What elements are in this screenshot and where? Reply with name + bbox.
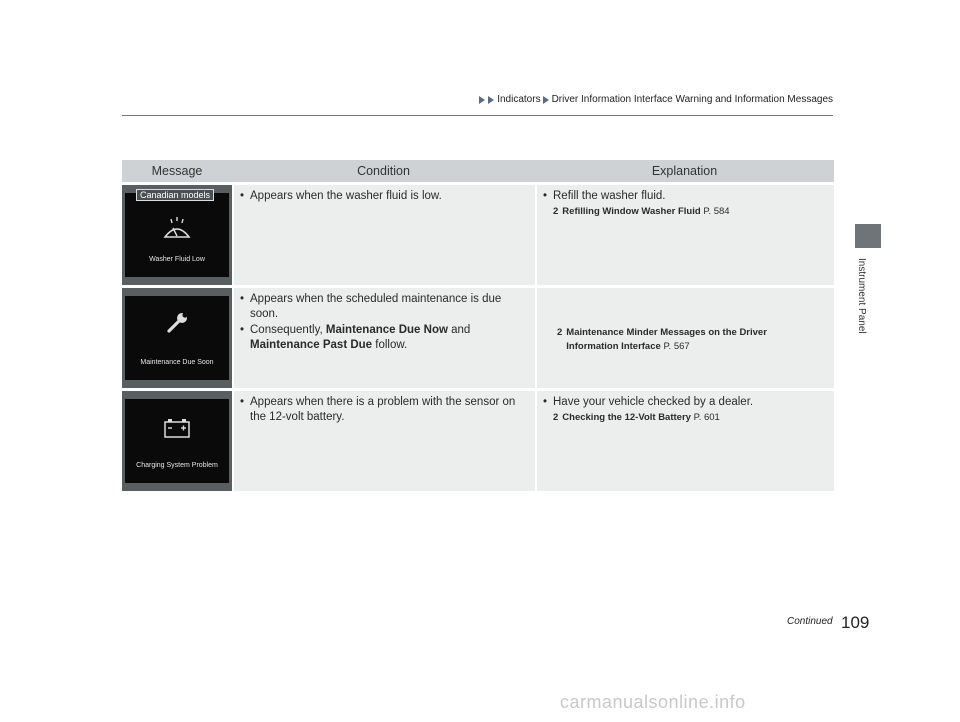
reference-page[interactable]: P. 601 bbox=[693, 412, 720, 423]
page-reference[interactable] bbox=[557, 326, 828, 354]
battery-icon bbox=[162, 417, 192, 439]
table-row bbox=[122, 391, 834, 491]
table-row bbox=[122, 185, 834, 285]
reference-title[interactable]: Maintenance Minder Messages on the Driver bbox=[566, 327, 767, 338]
table-row bbox=[122, 288, 834, 388]
header-rule bbox=[122, 115, 833, 116]
display-message: Maintenance Due Soon bbox=[140, 359, 214, 366]
reference-arrow-icon: 2 bbox=[557, 327, 563, 338]
breadcrumb-indicators[interactable]: Indicators bbox=[497, 94, 541, 105]
explanation-text: Have your vehicle checked by a dealer. bbox=[553, 396, 754, 408]
explanation-text: Refill the washer fluid. bbox=[553, 190, 666, 202]
display-image bbox=[122, 185, 232, 285]
reference-title[interactable]: Refilling Window Washer Fluid bbox=[562, 206, 701, 217]
header-condition: Condition bbox=[232, 160, 535, 182]
condition-cell bbox=[232, 391, 535, 491]
reference-page[interactable]: P. 584 bbox=[703, 206, 730, 217]
canadian-models-badge: Canadian models bbox=[136, 189, 214, 201]
continued-label: Continued bbox=[787, 616, 833, 627]
breadcrumb bbox=[479, 94, 833, 105]
list-item: • Refill the washer fluid. bbox=[543, 190, 666, 202]
condition-text: Consequently, Maintenance Due Now and Maintenance Past Due follow. bbox=[250, 324, 471, 351]
triangle-icon bbox=[543, 96, 549, 104]
condition-text: Appears when the washer fluid is low. bbox=[250, 190, 442, 202]
display-screen bbox=[125, 193, 229, 277]
page-reference[interactable] bbox=[553, 205, 828, 219]
washer-fluid-icon bbox=[162, 215, 192, 241]
list-item: • Appears when the washer fluid is low. bbox=[240, 190, 442, 202]
display-screen bbox=[125, 399, 229, 483]
display-screen bbox=[125, 296, 229, 380]
reference-title[interactable]: Checking the 12-Volt Battery bbox=[562, 412, 691, 423]
display-image bbox=[122, 288, 232, 388]
table-header-row bbox=[122, 160, 834, 182]
list-item: • Appears when there is a problem with the sensor on the 12-volt battery. bbox=[240, 395, 529, 425]
display-message: Washer Fluid Low bbox=[149, 256, 205, 263]
explanation-cell bbox=[535, 185, 834, 285]
wrench-icon bbox=[164, 310, 190, 336]
reference-title[interactable]: Information Interface bbox=[566, 341, 661, 352]
explanation-cell bbox=[535, 288, 834, 388]
reference-arrow-icon: 2 bbox=[553, 412, 559, 423]
triangle-icon bbox=[479, 96, 485, 104]
section-label: Instrument Panel bbox=[856, 258, 867, 334]
breadcrumb-section[interactable]: Driver Information Interface Warning and Information Messages bbox=[551, 94, 833, 105]
condition-text: Appears when there is a problem with the sensor on the 12-volt battery. bbox=[250, 396, 516, 423]
message-cell bbox=[122, 288, 232, 388]
header-explanation: Explanation bbox=[535, 160, 834, 182]
page-reference[interactable] bbox=[553, 411, 828, 425]
reference-page[interactable]: P. 567 bbox=[663, 341, 690, 352]
display-message: Charging System Problem bbox=[136, 462, 218, 469]
condition-text: Appears when the scheduled maintenance is due soon. bbox=[250, 293, 502, 320]
display-image bbox=[122, 391, 232, 491]
section-tab bbox=[855, 224, 881, 248]
list-item: • Appears when the scheduled maintenance is due soon. bbox=[240, 292, 529, 322]
header-message: Message bbox=[122, 160, 232, 182]
triangle-icon bbox=[488, 96, 494, 104]
message-cell bbox=[122, 391, 232, 491]
condition-cell bbox=[232, 185, 535, 285]
reference-arrow-icon: 2 bbox=[553, 206, 559, 217]
page-number: 109 bbox=[841, 613, 870, 632]
watermark: carmanualsonline.info bbox=[560, 692, 746, 712]
messages-table bbox=[122, 157, 834, 494]
condition-cell bbox=[232, 288, 535, 388]
explanation-cell bbox=[535, 391, 834, 491]
message-cell bbox=[122, 185, 232, 285]
list-item: • Consequently, Maintenance Due Now and Maintenance Past Due follow. bbox=[240, 323, 529, 353]
list-item: • Have your vehicle checked by a dealer. bbox=[543, 396, 754, 408]
